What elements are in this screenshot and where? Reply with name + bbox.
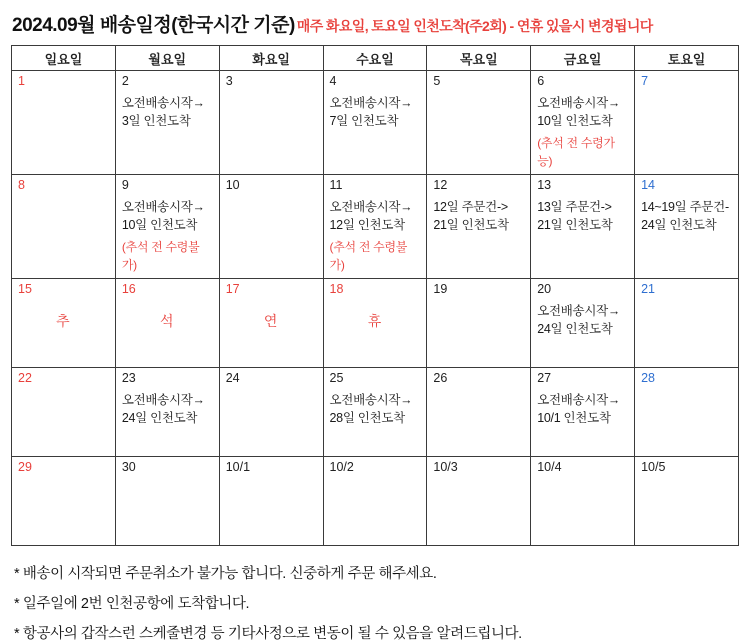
delivery-event-line: 21일 인천도착	[433, 217, 509, 232]
holiday-label: 석	[160, 312, 175, 329]
delivery-event-text	[433, 198, 524, 234]
delivery-event-text	[330, 391, 421, 427]
delivery-event-line: 14~19일 주문건-	[641, 199, 729, 214]
day-number: 6	[537, 74, 545, 88]
calendar-day-cell[interactable]	[115, 71, 219, 175]
calendar-table	[11, 45, 739, 546]
calendar-day-cell[interactable]	[427, 71, 531, 175]
delivery-event-text	[641, 198, 732, 234]
calendar-week-row	[12, 279, 739, 368]
calendar-day-cell[interactable]	[12, 457, 116, 546]
weekday-header-5: 금요일	[531, 46, 635, 71]
delivery-event-line: 오전배송시작→	[537, 392, 621, 407]
delivery-event-line: 오전배송시작→	[329, 199, 413, 214]
delivery-note: (추석 전 수령불가)	[329, 240, 408, 272]
day-number: 10/4	[537, 460, 562, 474]
day-number: 26	[433, 371, 448, 385]
weekday-header-row	[12, 46, 739, 71]
delivery-note: (추석 전 수령가능)	[537, 136, 615, 168]
calendar-week-row	[12, 175, 739, 279]
delivery-event-text	[537, 302, 628, 338]
weekday-header-6: 토요일	[635, 46, 739, 71]
delivery-event-text	[122, 94, 213, 130]
delivery-event-line: 3일 인천도착	[121, 113, 191, 128]
delivery-event-line: 오전배송시작→	[121, 199, 205, 214]
calendar-day-cell[interactable]	[219, 368, 323, 457]
delivery-event-text	[537, 198, 628, 234]
weekday-header-4: 목요일	[427, 46, 531, 71]
day-number: 12	[433, 178, 448, 192]
day-number: 13	[537, 178, 552, 192]
delivery-event-text	[537, 391, 628, 427]
calendar-day-cell[interactable]	[12, 279, 116, 368]
calendar-day-cell[interactable]	[635, 368, 739, 457]
day-number: 22	[18, 371, 32, 385]
calendar-day-cell[interactable]	[531, 457, 635, 546]
delivery-event-text	[122, 198, 213, 234]
day-number: 17	[225, 282, 240, 296]
day-number: 21	[641, 282, 655, 296]
delivery-event-line: 10일 인천도착	[537, 113, 613, 128]
calendar-day-cell[interactable]	[219, 279, 323, 368]
calendar-day-cell[interactable]	[323, 279, 427, 368]
footnote-line: * 항공사의 갑작스런 스케줄변경 등 기타사정으로 변동이 될 수 있음을 알려드립니다.	[14, 626, 522, 642]
calendar-head	[12, 46, 739, 71]
weekday-header-1: 월요일	[115, 46, 219, 71]
calendar-day-cell[interactable]	[427, 279, 531, 368]
calendar-day-cell[interactable]	[219, 71, 323, 175]
page-subtitle: 매주 화요일, 토요일 인천도착(주2회) - 연휴 있을시 변경됩니다	[296, 18, 653, 34]
day-number: 24	[225, 371, 240, 385]
day-number: 30	[121, 460, 136, 474]
delivery-event-line: 오전배송시작→	[121, 392, 205, 407]
delivery-event-line: 10/1 인천도착	[537, 410, 611, 425]
calendar-day-cell[interactable]	[427, 368, 531, 457]
calendar-day-cell[interactable]	[115, 457, 219, 546]
delivery-event-line: 10일 인천도착	[121, 217, 198, 232]
calendar-day-cell[interactable]	[323, 457, 427, 546]
day-number: 11	[329, 178, 343, 192]
day-number: 7	[641, 74, 649, 88]
calendar-body	[12, 71, 739, 546]
footnote-line: * 일주일에 2번 인천공항에 도착합니다.	[14, 596, 250, 612]
weekday-header-3: 수요일	[323, 46, 427, 71]
delivery-event-line: 21일 인천도착	[537, 217, 613, 232]
day-number: 10/1	[225, 460, 251, 474]
calendar-week-row	[12, 457, 739, 546]
day-number: 19	[433, 282, 448, 296]
delivery-event-line: 7일 인천도착	[329, 113, 399, 128]
day-number: 3	[225, 74, 233, 88]
day-number: 10	[225, 178, 240, 192]
holiday-label: 추	[56, 312, 71, 329]
calendar-day-cell[interactable]	[635, 457, 739, 546]
delivery-event-line: 12일 주문건->	[433, 199, 508, 214]
calendar-day-cell[interactable]	[427, 175, 531, 279]
calendar-day-cell[interactable]	[323, 368, 427, 457]
calendar-day-cell[interactable]	[115, 279, 219, 368]
day-number: 14	[641, 178, 655, 192]
calendar-day-cell[interactable]	[115, 175, 219, 279]
calendar-day-cell[interactable]	[115, 368, 219, 457]
day-number: 29	[18, 460, 32, 474]
day-number: 10/2	[329, 460, 354, 474]
calendar-day-cell[interactable]	[427, 457, 531, 546]
calendar-day-cell[interactable]	[12, 368, 116, 457]
delivery-event-text	[330, 94, 421, 130]
delivery-event-line: 오전배송시작→	[329, 392, 413, 407]
delivery-event-line: 24일 인천도착	[537, 321, 613, 336]
delivery-event-line: 24일 인천도착	[121, 410, 198, 425]
day-number: 9	[121, 178, 129, 192]
delivery-event-line: 오전배송시작→	[329, 95, 413, 110]
calendar-day-cell[interactable]	[635, 175, 739, 279]
calendar-day-cell[interactable]	[12, 175, 116, 279]
day-number: 2	[121, 74, 129, 88]
holiday-label: 휴	[367, 312, 383, 329]
calendar-week-row	[12, 71, 739, 175]
delivery-event-line: 오전배송시작→	[121, 95, 205, 110]
calendar-day-cell[interactable]	[531, 71, 635, 175]
delivery-event-line: 24일 인천도착	[641, 217, 717, 232]
calendar-day-cell[interactable]	[219, 457, 323, 546]
weekday-header-0: 일요일	[12, 46, 116, 71]
page-title: 2024.09월 배송일정(한국시간 기준)	[12, 15, 295, 36]
page-header	[0, 0, 750, 45]
delivery-event-line: 28일 인천도착	[329, 410, 405, 425]
calendar-day-cell[interactable]	[635, 71, 739, 175]
delivery-event-line: 12일 인천도착	[329, 217, 405, 232]
day-number: 18	[329, 282, 344, 296]
delivery-event-text	[122, 391, 213, 427]
day-number: 15	[18, 282, 32, 296]
delivery-event-line: 13일 주문건->	[537, 199, 612, 214]
weekday-header-2: 화요일	[219, 46, 323, 71]
delivery-event-line: 오전배송시작→	[537, 303, 621, 318]
delivery-event-text	[330, 198, 421, 234]
day-number: 4	[329, 74, 337, 88]
calendar-day-cell[interactable]	[323, 71, 427, 175]
holiday-label: 연	[263, 312, 279, 329]
day-number: 28	[641, 371, 655, 385]
day-number: 1	[18, 74, 25, 88]
day-number: 8	[18, 178, 25, 192]
calendar-day-cell[interactable]	[531, 279, 635, 368]
delivery-event-line: 오전배송시작→	[537, 95, 621, 110]
calendar-day-cell[interactable]	[635, 279, 739, 368]
day-number: 23	[121, 371, 136, 385]
footnotes	[14, 562, 750, 643]
calendar-day-cell[interactable]	[219, 175, 323, 279]
day-number: 27	[537, 371, 552, 385]
calendar-day-cell[interactable]	[531, 175, 635, 279]
calendar-day-cell[interactable]	[531, 368, 635, 457]
day-number: 16	[121, 282, 136, 296]
day-number: 10/5	[641, 460, 666, 474]
calendar-day-cell[interactable]	[323, 175, 427, 279]
footnote-line: * 배송이 시작되면 주문취소가 불가능 합니다. 신중하게 주문 해주세요.	[14, 566, 437, 582]
day-number: 10/3	[433, 460, 458, 474]
day-number: 20	[537, 282, 552, 296]
day-number: 5	[433, 74, 441, 88]
calendar-week-row	[12, 368, 739, 457]
delivery-event-text	[537, 94, 628, 130]
delivery-note: (추석 전 수령불가)	[121, 240, 200, 272]
calendar-day-cell[interactable]	[12, 71, 116, 175]
day-number: 25	[329, 371, 344, 385]
